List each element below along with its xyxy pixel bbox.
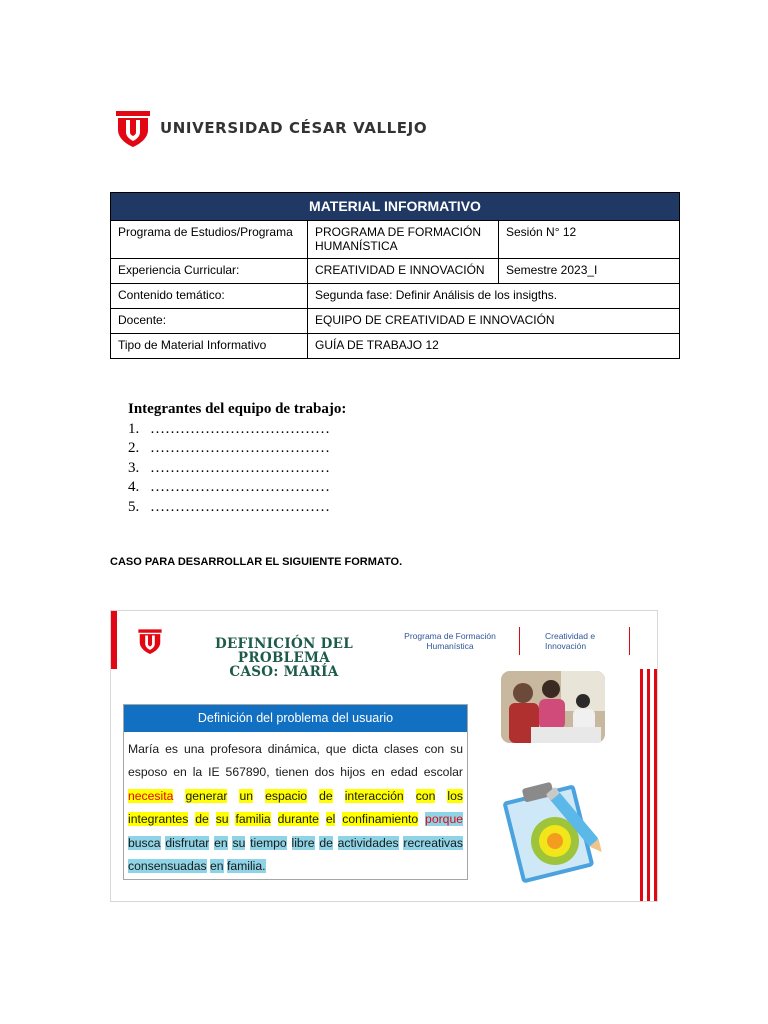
- table-cell-value: GUÍA DE TRABAJO 12: [308, 334, 680, 359]
- university-logo: [114, 106, 427, 150]
- slide-title-line: PROBLEMA: [237, 650, 331, 666]
- highlighted-word: tiempo: [250, 835, 287, 850]
- highlighted-word: de: [319, 788, 333, 803]
- team-list: [128, 420, 346, 518]
- text-segment: María es una profesora dinámica, que dicta clases con su esposo en la IE 567890, tienen dos hijos en edad escolar: [128, 742, 463, 780]
- table-cell-extra: Sesión N° 12: [499, 221, 680, 259]
- fill-line: ………………………………: [150, 440, 330, 456]
- fill-line: ………………………………: [150, 420, 330, 437]
- highlighted-word: durante: [277, 812, 319, 827]
- slide-red-bar: [111, 611, 117, 669]
- slide-title-line: DEFINICIÓN DEL: [214, 636, 354, 652]
- fill-line: ………………………………: [150, 459, 330, 476]
- highlighted-word: generar: [185, 788, 228, 803]
- case-slide: [110, 610, 658, 902]
- highlighted-word: consensuadas: [128, 859, 207, 874]
- clipboard-target-icon: [497, 777, 607, 883]
- university-name: UNIVERSIDAD CÉSAR VALLEJO: [160, 119, 428, 137]
- fill-line: ………………………………: [150, 479, 330, 495]
- slide-course-label: Creatividad e Innovación: [545, 631, 596, 651]
- divider: [519, 627, 520, 655]
- list-item: [128, 498, 346, 518]
- highlighted-word: su: [215, 812, 229, 827]
- shield-logo-icon: [137, 627, 163, 655]
- team-members-section: [128, 400, 346, 517]
- list-number: 1.: [128, 420, 140, 437]
- team-title: Integrantes del equipo de trabajo:: [128, 401, 347, 417]
- list-number: 2.: [128, 440, 140, 456]
- highlighted-word: necesita: [128, 788, 174, 803]
- highlighted-word: en: [214, 835, 228, 850]
- highlighted-word: de: [195, 812, 209, 827]
- highlighted-word: de: [319, 835, 333, 850]
- problem-definition-box: [123, 704, 468, 880]
- highlighted-word: integrantes: [128, 812, 189, 827]
- highlighted-word: recreativas: [403, 835, 464, 850]
- highlighted-word: familia.: [226, 859, 266, 874]
- table-cell-label: Experiencia Curricular:: [111, 259, 308, 284]
- students-photo-illustration: [501, 671, 605, 743]
- table-cell-value: Segunda fase: Definir Análisis de los insigths.: [308, 284, 680, 309]
- students-photo: [501, 671, 605, 743]
- table-title: MATERIAL INFORMATIVO: [111, 193, 680, 221]
- table-cell-label: Contenido temático:: [111, 284, 308, 309]
- red-stripe: [654, 669, 657, 901]
- case-heading: CASO PARA DESARROLLAR EL SIGUIENTE FORMATO.: [110, 556, 403, 568]
- highlighted-word: el: [325, 812, 336, 827]
- highlighted-word: familia: [235, 812, 271, 827]
- list-number: 4.: [128, 479, 140, 495]
- highlighted-word: busca: [128, 835, 161, 850]
- table-cell-label: Tipo de Material Informativo: [111, 334, 308, 359]
- table-cell-value: PROGRAMA DE FORMACIÓN HUMANÍSTICA: [308, 221, 499, 259]
- slide-title: [189, 637, 379, 679]
- highlighted-word: espacio: [265, 788, 308, 803]
- list-item: [128, 459, 346, 479]
- highlighted-word: confinamiento: [342, 812, 419, 827]
- highlighted-word: disfrutar: [165, 835, 210, 850]
- table-cell-value: EQUIPO DE CREATIVIDAD E INNOVACIÓN: [308, 309, 680, 334]
- highlighted-word: actividades: [337, 835, 399, 850]
- material-info-table: [110, 192, 680, 359]
- highlighted-word: con: [415, 788, 436, 803]
- problem-description: [124, 732, 467, 878]
- fill-line: ………………………………: [150, 498, 330, 515]
- table-cell-extra: Semestre 2023_I: [499, 259, 680, 284]
- slide-title-line: CASO: MARÍA: [229, 664, 339, 680]
- divider: [629, 627, 630, 655]
- slide-program-label: Programa de Formación Humanística: [404, 631, 496, 651]
- list-number: 5.: [128, 498, 140, 515]
- shield-logo-icon: [114, 108, 152, 148]
- highlighted-word: interacción: [344, 788, 404, 803]
- table-cell-label: Docente:: [111, 309, 308, 334]
- red-stripe: [647, 669, 650, 901]
- highlighted-word: en: [210, 859, 224, 874]
- list-item: [128, 478, 346, 498]
- list-number: 3.: [128, 459, 140, 476]
- problem-box-title: Definición del problema del usuario: [124, 705, 467, 732]
- highlighted-word: libre: [291, 835, 315, 850]
- highlighted-word: un: [239, 788, 254, 803]
- list-item: [128, 439, 346, 459]
- table-cell-value: CREATIVIDAD E INNOVACIÓN: [308, 259, 499, 284]
- highlighted-word: porque: [425, 812, 463, 827]
- highlighted-word: los: [447, 788, 463, 803]
- list-item: [128, 420, 346, 440]
- table-cell-label: Programa de Estudios/Programa: [111, 221, 308, 259]
- red-stripe: [640, 669, 643, 901]
- highlighted-word: su: [232, 835, 246, 850]
